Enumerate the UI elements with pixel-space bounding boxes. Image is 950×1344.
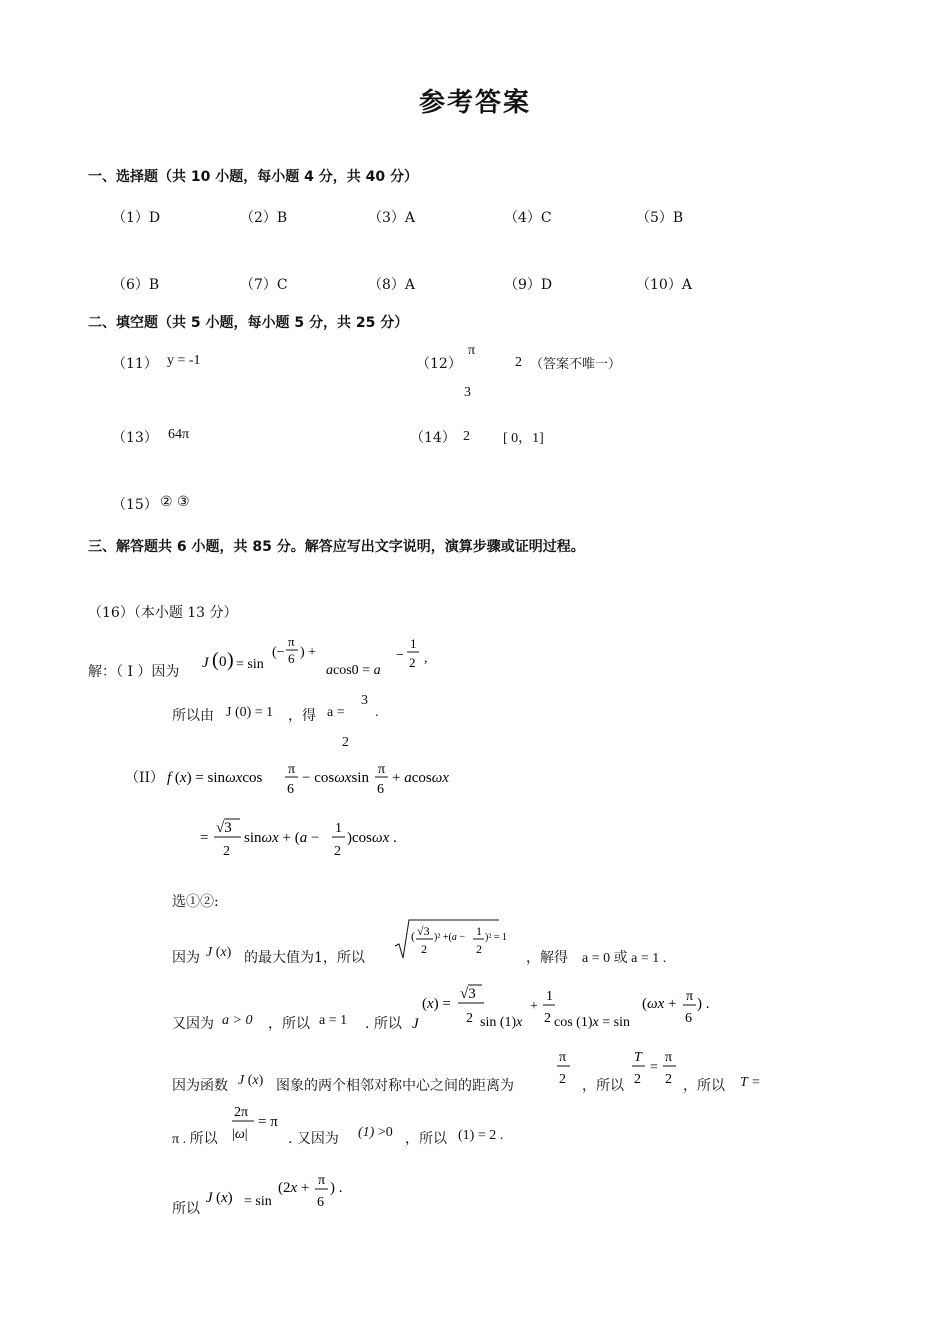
q13-answer: 64π (168, 427, 190, 442)
svg-text:(x) =: (x) = (422, 996, 451, 1012)
svg-text:6: 6 (685, 1011, 692, 1026)
choose-label: 选①②: (172, 894, 219, 910)
part1-prefix: 解：（ Ⅰ ）因为 (88, 664, 180, 680)
svg-text:(x): (x) (216, 1190, 233, 1206)
svg-text:)² +(a −: )² +(a − (434, 932, 465, 943)
svg-text:cos (1)x = sin: cos (1)x = sin (554, 1015, 630, 1030)
q14-answer2: [ 0，1] (503, 431, 544, 446)
jx-symbol-1: J (x) (206, 945, 232, 960)
svg-text:√3: √3 (216, 820, 232, 836)
page-title: 参考答案 (419, 88, 532, 118)
svg-text:f (x) = sinωxcos: f (x) = sinωxcos (167, 770, 263, 786)
section-heading-fill: 二、填空题（共 5 小题，每小题 5 分，共 25 分） (88, 315, 409, 331)
again-line-e: . 所以 (365, 1016, 402, 1032)
q14-label: （14） (410, 430, 456, 446)
svg-text:(: ( (212, 649, 219, 671)
svg-text:2π: 2π (234, 1105, 249, 1120)
svg-text:√3: √3 (417, 924, 430, 938)
max-line-b: 的最大值为1，所以 (244, 950, 365, 966)
q15-answer: ② ③ (160, 494, 190, 510)
dist-fraction-pi2 (555, 1045, 575, 1095)
q12-numerator: π (468, 343, 476, 358)
two-pi-over-omega (230, 1098, 286, 1148)
svg-text:+ acosωx: + acosωx (392, 770, 449, 786)
section-heading-choice: 一、选择题（共 10 小题，每小题 4 分，共 40 分） (88, 169, 418, 185)
q12-answer2: 2 (515, 355, 522, 370)
pi-line-c: ，所以 (405, 1131, 447, 1147)
svg-text:sinωx + (a −: sinωx + (a − (244, 830, 320, 846)
jx-symbol-2: J (x) (238, 1073, 264, 1088)
answer-1: （1）D (112, 210, 161, 226)
svg-text:0: 0 (219, 654, 227, 670)
q12-note: （答案不唯一） (530, 357, 622, 372)
two-pi-svg (230, 1098, 286, 1144)
svg-text:6: 6 (287, 782, 294, 797)
svg-text:=: = (200, 830, 209, 846)
again-line-d: a = 1 (319, 1013, 348, 1028)
svg-text:2: 2 (476, 942, 482, 956)
svg-text:2: 2 (665, 1072, 672, 1087)
svg-text:)cosωx .: )cosωx . (347, 830, 397, 846)
dist-line-c: ，所以 (582, 1078, 624, 1094)
svg-text:) .: ) . (330, 1180, 343, 1196)
final-formula (204, 1170, 354, 1224)
svg-text:π: π (318, 1173, 326, 1188)
dist-fraction-t (630, 1045, 680, 1095)
svg-text:1: 1 (476, 924, 482, 938)
part1-formula-svg (200, 634, 440, 680)
again-line-b: a > 0 (222, 1013, 253, 1028)
pi-line-b: . 又因为 (288, 1131, 339, 1147)
period-mark: . (375, 705, 379, 720)
svg-text:|ω|: |ω| (232, 1127, 248, 1142)
part1-a-num: 3 (361, 693, 368, 708)
part1-a: a = (327, 705, 345, 720)
pi-line-d: (1) = 2 . (458, 1128, 504, 1143)
q12-denominator: 3 (464, 385, 471, 400)
q12-label: （12） (416, 356, 462, 372)
dist-line-a: 因为函数 (172, 1078, 228, 1094)
section-heading-solve: 三、解答题共 6 小题，共 85 分。解答应写出文字说明，演算步骤或证明过程。 (88, 539, 585, 555)
sqrt-svg (393, 918, 523, 962)
svg-text:1: 1 (335, 821, 342, 836)
svg-text:= sin: = sin (244, 1194, 272, 1209)
omega-positive: (1) >0 (358, 1125, 393, 1140)
q14-answer1: 2 (463, 429, 470, 444)
dist-line-b: 图象的两个相邻对称中心之间的距离为 (276, 1078, 514, 1094)
svg-text:J: J (206, 1190, 213, 1206)
answer-9: （9）D (504, 277, 553, 293)
dist-line-d: ，所以 (683, 1078, 725, 1094)
svg-text:= π: = π (258, 1114, 278, 1130)
svg-text:,: , (424, 651, 428, 666)
answer-2: （2）B (240, 210, 288, 226)
svg-text:J: J (202, 655, 209, 671)
sqrt-expression (393, 918, 523, 966)
svg-text:π: π (378, 762, 386, 777)
svg-text:2: 2 (544, 1011, 551, 1026)
part1-a-den: 2 (342, 735, 349, 750)
svg-text:2: 2 (334, 844, 341, 859)
part1-equation (200, 634, 440, 680)
part1-get: ，得 (288, 708, 316, 724)
final-line-a: 所以 (172, 1201, 200, 1217)
part2-label: （II） (125, 770, 165, 786)
svg-text:(: ( (411, 929, 415, 943)
svg-text:6: 6 (288, 651, 295, 666)
svg-text:+: + (530, 999, 538, 1014)
svg-text:2: 2 (466, 1011, 473, 1026)
q11-label: （11） (112, 356, 158, 372)
answer-8: （8）A (368, 277, 416, 293)
part1-so: 所以由 (172, 708, 214, 724)
svg-text:− cosωxsin: − cosωxsin (302, 770, 369, 786)
dist-line-e: T = (740, 1075, 761, 1090)
svg-text:π: π (288, 762, 296, 777)
part2-formula-svg1 (165, 758, 465, 800)
part2-formula-line1 (165, 758, 465, 804)
svg-text:=: = (650, 1060, 658, 1075)
svg-text:T: T (634, 1050, 642, 1065)
q15-label: （15） (112, 497, 158, 513)
svg-text:)² = 1: )² = 1 (485, 932, 507, 943)
q16-header: （16）（本小题 13 分） (88, 605, 238, 621)
max-line-d: a = 0 或 a = 1 . (582, 951, 667, 966)
answer-6: （6）B (112, 277, 160, 293)
max-line-a: 因为 (172, 950, 200, 966)
svg-text:2: 2 (223, 844, 230, 859)
svg-text:π: π (288, 634, 295, 649)
svg-text:) +: ) + (300, 645, 317, 660)
svg-text:√3: √3 (460, 986, 476, 1002)
svg-text:J: J (412, 1016, 419, 1032)
answer-3: （3）A (368, 210, 416, 226)
answer-5: （5）B (636, 210, 684, 226)
pi-line-a: π . 所以 (172, 1132, 218, 1147)
svg-text:sin (1)x: sin (1)x (480, 1015, 523, 1030)
q13-label: （13） (112, 430, 158, 446)
answer-7: （7）C (240, 277, 288, 293)
again-formula-svg (410, 978, 720, 1034)
part2-formula-svg2 (198, 812, 418, 862)
svg-text:1: 1 (546, 989, 553, 1004)
svg-text:): ) (227, 649, 234, 671)
answer-10: （10）A (636, 277, 692, 293)
svg-text:) .: ) . (697, 996, 710, 1012)
final-formula-svg (204, 1170, 354, 1220)
part2-formula-line2 (198, 812, 418, 866)
q11-answer: y = -1 (167, 353, 201, 368)
max-line-c: ，解得 (526, 950, 568, 966)
svg-text:= sin: = sin (236, 657, 264, 672)
svg-text:(ωx +: (ωx + (642, 996, 677, 1012)
part1-cond: J (0) = 1 (226, 705, 274, 720)
svg-text:2: 2 (409, 655, 416, 670)
svg-text:acos0 = a: acos0 = a (326, 663, 381, 678)
svg-text:6: 6 (317, 1195, 324, 1210)
svg-text:6: 6 (377, 782, 384, 797)
answer-4: （4）C (504, 210, 552, 226)
pi-over-2-svg (555, 1045, 575, 1091)
svg-text:(−: (− (272, 645, 285, 660)
svg-text:−: − (396, 648, 404, 663)
again-line-c: ，所以 (268, 1016, 310, 1032)
again-formula (410, 978, 720, 1038)
svg-text:2: 2 (559, 1072, 566, 1087)
svg-text:π: π (665, 1050, 673, 1065)
svg-text:π: π (559, 1050, 567, 1065)
svg-text:2: 2 (634, 1072, 641, 1087)
svg-text:2: 2 (421, 942, 427, 956)
again-line-a: 又因为 (172, 1016, 214, 1032)
svg-text:π: π (686, 989, 694, 1004)
svg-text:(2x +: (2x + (278, 1180, 310, 1196)
svg-text:1: 1 (410, 636, 417, 651)
t-over-2-svg (630, 1045, 680, 1091)
